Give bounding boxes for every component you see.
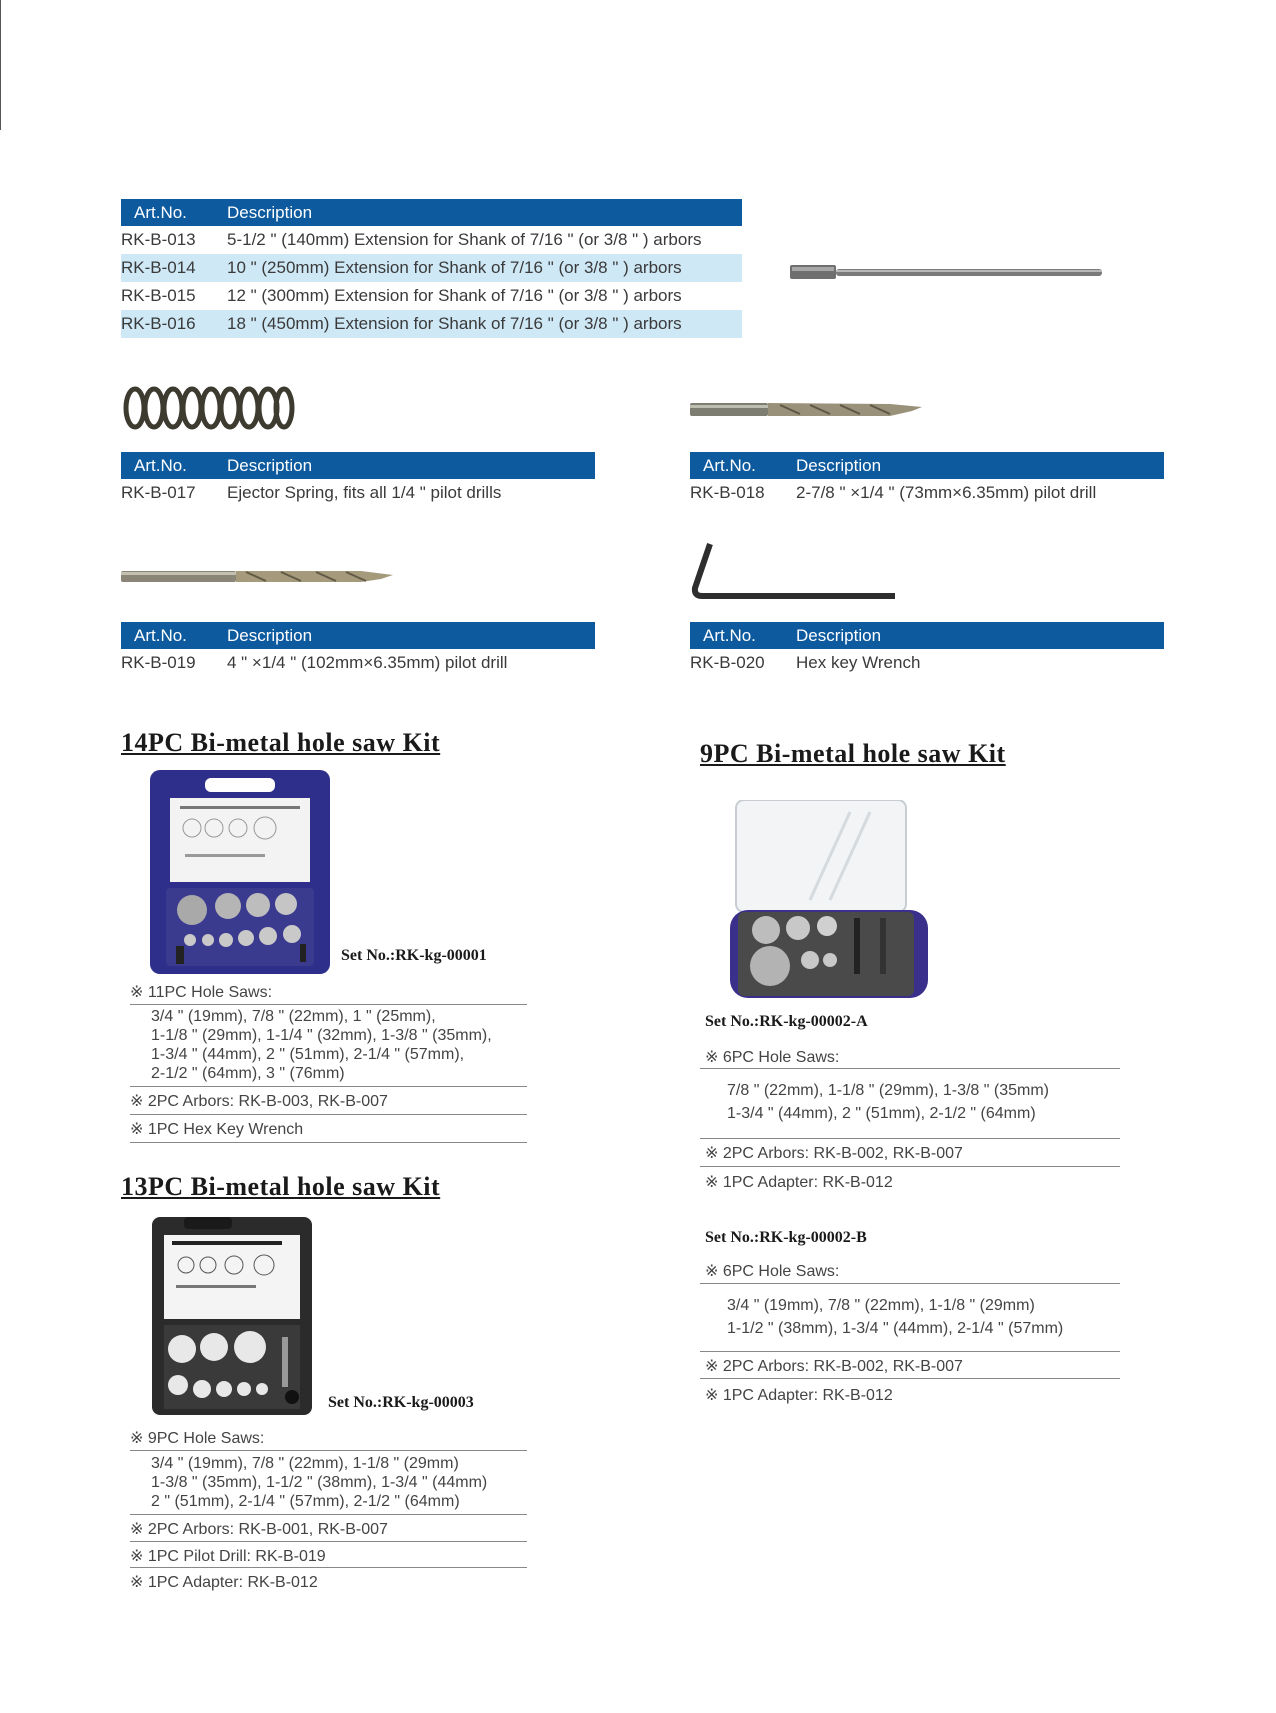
kit13-arbors: ※ 2PC Arbors: RK-B-001, RK-B-007	[130, 1521, 388, 1538]
kit9-set-a-hole-saws-label: ※ 6PC Hole Saws:	[705, 1049, 840, 1066]
ejector-spring-image	[121, 384, 296, 432]
divider	[700, 1351, 1120, 1352]
kit9-set-a-arbors: ※ 2PC Arbors: RK-B-002, RK-B-007	[705, 1145, 963, 1162]
extension-rod-image	[790, 262, 1105, 284]
table-header	[121, 622, 595, 649]
col-description: Description	[227, 203, 313, 222]
col-art-no: Art.No.	[703, 626, 756, 645]
kit14-set-no: Set No.:RK-kg-00001	[341, 947, 487, 964]
divider	[700, 1166, 1120, 1167]
divider	[130, 1541, 527, 1542]
table-header	[121, 452, 595, 479]
kit13-pilot: ※ 1PC Pilot Drill: RK-B-019	[130, 1548, 326, 1565]
hex-key-table	[690, 622, 1164, 677]
divider	[130, 1450, 527, 1451]
table-row	[121, 310, 742, 338]
col-art-no: Art.No.	[134, 203, 187, 222]
spring-table	[121, 452, 595, 507]
kit9-set-a-sizes	[727, 1079, 1049, 1125]
description: 10 " (250mm) Extension for Shank of 7/16 " (or 3/8 " ) arbors	[227, 258, 682, 277]
divider	[700, 1283, 1120, 1284]
size-line: 1-1/8 " (29mm), 1-1/4 " (32mm), 1-3/8 " (35mm),	[151, 1027, 492, 1044]
kit9-case-image	[730, 800, 930, 1000]
divider	[700, 1068, 1120, 1069]
pilot-drill-short-image	[690, 398, 930, 422]
kit9-set-a-no: Set No.:RK-kg-00002-A	[705, 1013, 868, 1030]
description: 4 " ×1/4 " (102mm×6.35mm) pilot drill	[227, 653, 508, 672]
size-line: 3/4 " (19mm), 7/8 " (22mm), 1-1/8 " (29mm)	[151, 1455, 459, 1472]
table-header	[690, 622, 1164, 649]
kit9-title: 9PC Bi-metal hole saw Kit	[700, 739, 1006, 768]
kit14-hole-saws-label: ※ 11PC Hole Saws:	[130, 984, 273, 1001]
col-description: Description	[796, 456, 882, 475]
table-row	[690, 649, 1164, 677]
table-row	[121, 649, 595, 677]
divider	[130, 1086, 527, 1087]
kit9-set-a-adapter: ※ 1PC Adapter: RK-B-012	[705, 1174, 893, 1191]
kit9-set-b-hole-saws-label: ※ 6PC Hole Saws:	[705, 1263, 840, 1280]
kit13-case-image	[152, 1217, 312, 1415]
col-art-no: Art.No.	[134, 626, 187, 645]
table-header	[690, 452, 1164, 479]
description: Hex key Wrench	[796, 653, 921, 672]
kit14-hex: ※ 1PC Hex Key Wrench	[130, 1121, 304, 1138]
kit14-arbors: ※ 2PC Arbors: RK-B-003, RK-B-007	[130, 1093, 388, 1110]
art-no: RK-B-014	[121, 258, 196, 277]
kit13-sizes	[151, 1454, 487, 1511]
description: 18 " (450mm) Extension for Shank of 7/16 " (or 3/8 " ) arbors	[227, 314, 682, 333]
size-line: 1-3/4 " (44mm), 2 " (51mm), 2-1/2 " (64mm)	[727, 1105, 1036, 1122]
size-line: 7/8 " (22mm), 1-1/8 " (29mm), 1-3/8 " (35mm)	[727, 1082, 1049, 1099]
divider	[700, 1378, 1120, 1379]
kit9-set-b-sizes	[727, 1294, 1063, 1340]
kit13-adapter: ※ 1PC Adapter: RK-B-012	[130, 1574, 318, 1591]
col-art-no: Art.No.	[703, 456, 756, 475]
divider	[130, 1004, 527, 1005]
art-no: RK-B-013	[121, 230, 196, 249]
divider	[130, 1514, 527, 1515]
col-description: Description	[227, 456, 313, 475]
size-line: 3/4 " (19mm), 7/8 " (22mm), 1-1/8 " (29mm)	[727, 1297, 1035, 1314]
art-no: RK-B-019	[121, 653, 196, 672]
table-header	[121, 199, 742, 226]
divider	[130, 1142, 527, 1143]
table-row	[121, 254, 742, 282]
kit9-set-b-adapter: ※ 1PC Adapter: RK-B-012	[705, 1387, 893, 1404]
description: Ejector Spring, fits all 1/4 " pilot drills	[227, 483, 502, 502]
kit13-title: 13PC Bi-metal hole saw Kit	[121, 1172, 441, 1201]
size-line: 3/4 " (19mm), 7/8 " (22mm), 1 " (25mm),	[151, 1008, 436, 1025]
table-row	[121, 479, 595, 507]
description: 2-7/8 " ×1/4 " (73mm×6.35mm) pilot drill	[796, 483, 1097, 502]
kit9-set-b-arbors: ※ 2PC Arbors: RK-B-002, RK-B-007	[705, 1358, 963, 1375]
table-row	[690, 479, 1164, 507]
description: 5-1/2 " (140mm) Extension for Shank of 7/16 " (or 3/8 " ) arbors	[227, 230, 702, 249]
size-line: 1-3/4 " (44mm), 2 " (51mm), 2-1/4 " (57mm),	[151, 1046, 465, 1063]
kit13-hole-saws-label: ※ 9PC Hole Saws:	[130, 1430, 265, 1447]
kit14-title: 14PC Bi-metal hole saw Kit	[121, 728, 441, 757]
art-no: RK-B-018	[690, 483, 765, 502]
size-line: 2 " (51mm), 2-1/4 " (57mm), 2-1/2 " (64mm)	[151, 1493, 460, 1510]
table-row	[121, 282, 742, 310]
page-edge-line	[0, 0, 1, 130]
divider	[130, 1567, 527, 1568]
kit14-case-image	[150, 770, 330, 974]
pilot-long-table	[121, 622, 595, 677]
table-row	[121, 226, 742, 254]
pilot-drill-long-image	[121, 566, 396, 588]
art-no: RK-B-015	[121, 286, 196, 305]
extensions-table	[121, 199, 742, 338]
kit13-set-no: Set No.:RK-kg-00003	[328, 1394, 474, 1411]
size-line: 1-3/8 " (35mm), 1-1/2 " (38mm), 1-3/4 " (44mm)	[151, 1474, 488, 1491]
size-line: 2-1/2 " (64mm), 3 " (76mm)	[151, 1065, 345, 1082]
kit14-sizes	[151, 1007, 492, 1083]
divider	[130, 1114, 527, 1115]
col-description: Description	[796, 626, 882, 645]
col-description: Description	[227, 626, 313, 645]
size-line: 1-1/2 " (38mm), 1-3/4 " (44mm), 2-1/4 " (57mm)	[727, 1320, 1064, 1337]
kit9-set-b-no: Set No.:RK-kg-00002-B	[705, 1229, 867, 1246]
art-no: RK-B-017	[121, 483, 196, 502]
art-no: RK-B-016	[121, 314, 196, 333]
hex-key-image	[690, 540, 900, 602]
description: 12 " (300mm) Extension for Shank of 7/16 " (or 3/8 " ) arbors	[227, 286, 682, 305]
divider	[700, 1138, 1120, 1139]
col-art-no: Art.No.	[134, 456, 187, 475]
pilot-short-table	[690, 452, 1164, 507]
art-no: RK-B-020	[690, 653, 765, 672]
